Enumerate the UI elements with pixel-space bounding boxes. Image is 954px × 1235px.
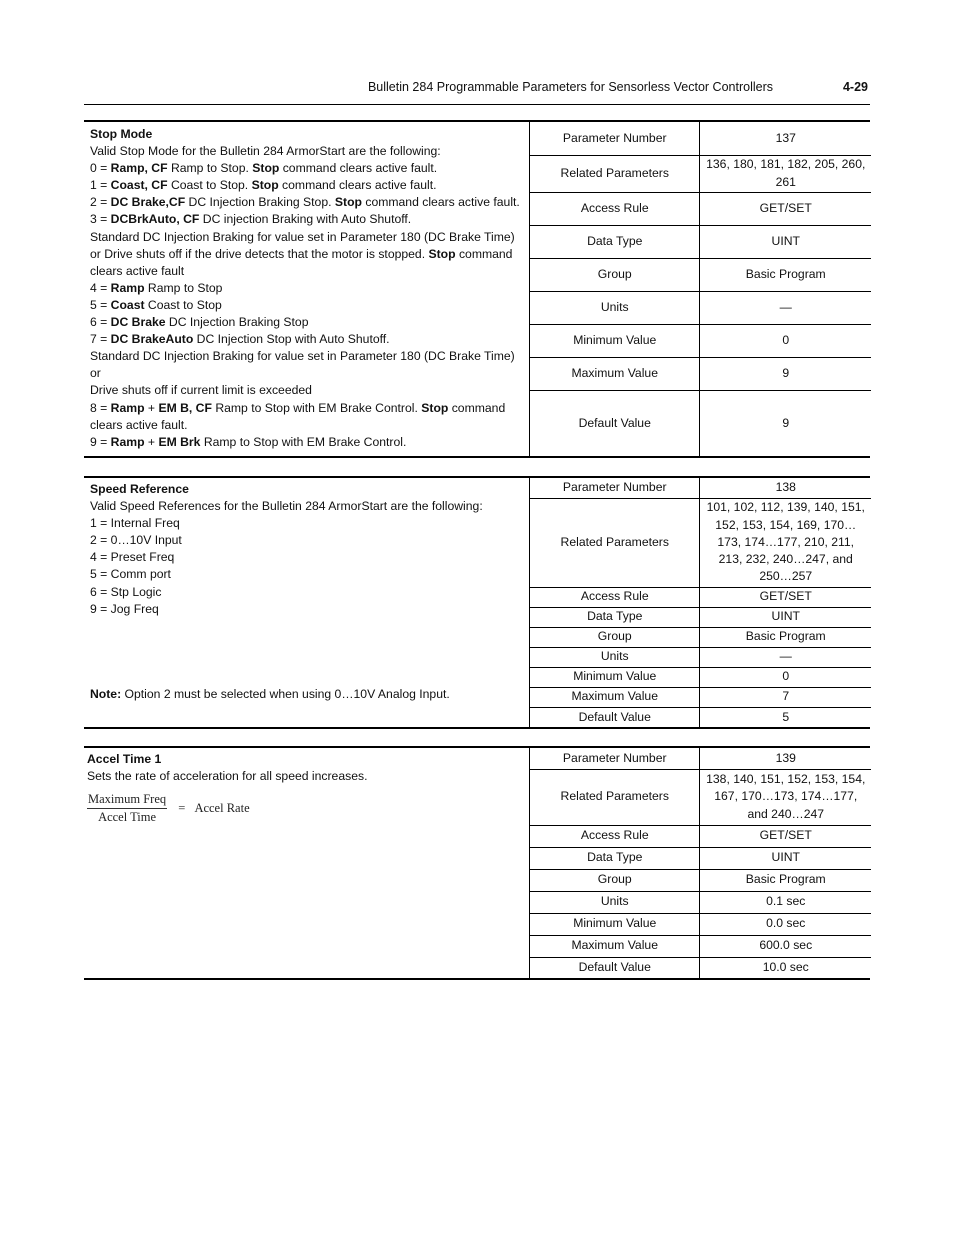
param-value: 138, 140, 151, 152, 153, 154, 167, 170…173, 174…177, and 240…247 [700, 769, 871, 825]
note-label: Note: [90, 687, 122, 701]
speed-reference-note [90, 687, 450, 701]
param-label: Units [530, 647, 700, 667]
param-row-min [530, 913, 871, 935]
bold-term: DC BrakeAuto [110, 332, 194, 347]
stop-mode-line [90, 382, 526, 399]
bold-term: Coast, CF [110, 178, 168, 193]
param-value: UINT [700, 847, 871, 869]
param-label: Units [530, 891, 700, 913]
param-label: Minimum Value [530, 667, 700, 687]
param-row-units [530, 647, 871, 667]
accel-time-title: Accel Time 1 [87, 752, 162, 766]
param-row-min [530, 324, 871, 357]
param-row-default [530, 957, 871, 978]
param-value: — [700, 647, 871, 667]
param-label: Data Type [530, 607, 700, 627]
param-row-number [530, 478, 871, 498]
param-row-max [530, 687, 871, 707]
accel-time-block [84, 746, 870, 980]
speed-reference-param-table [529, 478, 871, 727]
formula-equals: = [178, 801, 186, 815]
param-label: Access Rule [530, 192, 700, 225]
stop-mode-line [90, 365, 526, 382]
param-row-group [530, 627, 871, 647]
param-label: Units [530, 291, 700, 324]
param-label: Access Rule [530, 587, 700, 607]
formula-fraction [87, 792, 167, 825]
param-row-access [530, 192, 871, 225]
param-label: Data Type [530, 847, 700, 869]
param-label: Group [530, 258, 700, 291]
formula-denominator: Accel Time [98, 810, 157, 824]
param-value: 0 [700, 667, 871, 687]
param-row-units [530, 891, 871, 913]
bold-term: Stop [251, 178, 279, 193]
param-label: Parameter Number [530, 122, 700, 155]
text-run: DC injection Braking with Auto Shutoff. [199, 212, 412, 227]
text-run: Ramp to Stop. [167, 161, 253, 176]
param-value: 600.0 sec [700, 935, 871, 957]
text-run: 5 = [90, 297, 111, 312]
text-run: 6 = [90, 315, 111, 330]
param-label: Data Type [530, 225, 700, 258]
param-label: Default Value [530, 707, 700, 727]
bold-term: DCBrkAuto, CF [110, 212, 200, 227]
accel-time-description [87, 751, 523, 785]
param-value: 5 [782, 709, 790, 724]
stop-mode-title: Stop Mode [90, 127, 153, 141]
param-row-type [530, 225, 871, 258]
speed-reference-line: Valid Speed References for the Bulletin 284 ArmorStart are the following: [90, 499, 483, 514]
speed-reference-line: 5 = Comm port [90, 567, 171, 582]
stop-mode-line [90, 331, 526, 348]
param-value: 137 [700, 122, 871, 155]
stop-mode-line [90, 400, 526, 434]
param-row-number [530, 122, 871, 155]
stop-mode-line [90, 314, 526, 331]
param-value: Basic Program [700, 869, 871, 891]
param-label: Maximum Value [530, 935, 700, 957]
param-label: Related Parameters [530, 498, 700, 587]
param-label: Parameter Number [530, 748, 700, 769]
param-label: Minimum Value [530, 324, 700, 357]
text-run: + [144, 400, 159, 415]
param-value: GET/SET [700, 825, 871, 847]
text-run: Standard DC Injection Braking for value set in Parameter 180 (DC Brake Time) or Drive shuts off if the drive detects that the motor is stopped. [90, 229, 515, 261]
bold-term: Ramp [110, 400, 145, 415]
param-value: 101, 102, 112, 139, 140, 151, 152, 153, 154, 169, 170…173, 174…177, 210, 211, 213, 232, 240…247, and 250…257 [700, 498, 871, 587]
param-label: Related Parameters [530, 155, 700, 192]
param-row-type [530, 607, 871, 627]
bold-term: Ramp [110, 280, 145, 295]
param-value: UINT [700, 225, 871, 258]
text-run: 9 = [90, 434, 111, 449]
param-label: Minimum Value [530, 913, 700, 935]
param-row-number [530, 748, 871, 769]
param-row-type [530, 847, 871, 869]
param-value: 138 [700, 478, 871, 498]
param-row-max [530, 935, 871, 957]
text-run: 8 = [90, 400, 111, 415]
accel-time-line: Sets the rate of acceleration for all speed increases. [87, 769, 368, 784]
text-run: 2 = [90, 195, 111, 210]
stop-mode-line [90, 280, 526, 297]
stop-mode-line [90, 297, 526, 314]
param-label: Related Parameters [530, 769, 700, 825]
param-label: Default Value [530, 957, 700, 978]
text-run: command clears active fault. [279, 161, 438, 176]
stop-mode-description [90, 126, 526, 451]
param-value: 9 [782, 415, 790, 430]
param-label: Group [530, 869, 700, 891]
param-row-group [530, 869, 871, 891]
text-run: DC Injection Braking Stop [165, 315, 309, 330]
bold-term: Coast [110, 297, 145, 312]
header-rule [84, 104, 870, 105]
param-label: Group [530, 627, 700, 647]
param-value: GET/SET [700, 192, 871, 225]
param-row-related [530, 769, 871, 825]
param-label: Maximum Value [530, 687, 700, 707]
stop-mode-line [90, 211, 526, 228]
param-value: 10.0 sec [762, 960, 809, 975]
speed-reference-line: 1 = Internal Freq [90, 516, 180, 531]
param-row-max [530, 357, 871, 390]
stop-mode-block [84, 120, 870, 458]
param-value: — [700, 291, 871, 324]
text-run: 4 = [90, 280, 111, 295]
param-value: 7 [700, 687, 871, 707]
param-label: Maximum Value [530, 357, 700, 390]
text-run: + [144, 434, 159, 449]
page-number: 4-29 [842, 80, 868, 94]
param-value: Basic Program [700, 258, 871, 291]
stop-mode-line [90, 434, 526, 451]
formula-numerator: Maximum Freq [87, 792, 167, 809]
speed-reference-line: 9 = Jog Freq [90, 601, 159, 616]
stop-mode-line [90, 348, 526, 365]
accel-time-param-table [529, 748, 871, 978]
param-value: 9 [700, 357, 871, 390]
text-run: Drive shuts off if current limit is exceeded [90, 383, 312, 398]
stop-mode-line [90, 160, 526, 177]
text-run: 3 = [90, 212, 111, 227]
text-run: Ramp to Stop [144, 280, 223, 295]
param-label: Default Value [530, 390, 700, 456]
bold-term: Ramp, CF [110, 161, 168, 176]
param-row-default [530, 390, 871, 456]
param-row-access [530, 825, 871, 847]
param-value: GET/SET [700, 587, 871, 607]
text-run: DC Injection Stop with Auto Shutoff. [193, 332, 390, 347]
param-row-related [530, 498, 871, 587]
text-run: command clears active fault [90, 246, 513, 278]
formula-result: Accel Rate [194, 801, 250, 815]
param-value: 136, 180, 181, 182, 205, 260, 261 [700, 155, 871, 192]
note-text: Option 2 must be selected when using 0…10V Analog Input. [121, 687, 450, 701]
param-row-units [530, 291, 871, 324]
header-title: Bulletin 284 Programmable Parameters for Sensorless Vector Controllers [367, 80, 773, 94]
speed-reference-title: Speed Reference [90, 482, 189, 496]
param-row-min [530, 667, 871, 687]
page-header [0, 80, 954, 100]
text-run: 0 = [90, 161, 111, 176]
text-run: DC Injection Braking Stop. [185, 195, 335, 210]
bold-term: EM Brk [158, 434, 201, 449]
param-row-default [530, 707, 871, 727]
param-value: 0.1 sec [700, 891, 871, 913]
param-value: 139 [700, 748, 871, 769]
stop-mode-line [90, 229, 526, 280]
text-run: command clears active fault. [361, 195, 520, 210]
param-label: Parameter Number [530, 478, 700, 498]
speed-reference-line: 2 = 0…10V Input [90, 533, 182, 548]
param-label: Access Rule [530, 825, 700, 847]
accel-rate-formula [87, 792, 250, 825]
speed-reference-description [90, 481, 526, 618]
param-value: Basic Program [700, 627, 871, 647]
speed-reference-block [84, 476, 870, 729]
bold-term: Stop [252, 161, 280, 176]
text-run: Ramp to Stop with EM Brake Control. [211, 400, 422, 415]
stop-mode-line [90, 143, 526, 160]
param-row-related [530, 155, 871, 192]
text-run: Ramp to Stop with EM Brake Control. [200, 434, 407, 449]
text-run: 1 = [90, 178, 111, 193]
speed-reference-line: 4 = Preset Freq [90, 550, 175, 565]
param-row-group [530, 258, 871, 291]
stop-mode-line [90, 194, 526, 211]
text-run: command clears active fault. [90, 400, 506, 432]
bold-term: DC Brake,CF [110, 195, 186, 210]
text-run: Coast to Stop [144, 297, 222, 312]
stop-mode-line [90, 177, 526, 194]
text-run: command clears active fault. [278, 178, 437, 193]
text-run: Coast to Stop. [167, 178, 252, 193]
text-run: or [90, 366, 101, 381]
bold-term: Ramp [110, 434, 145, 449]
bold-term: DC Brake [110, 315, 166, 330]
speed-reference-line: 6 = Stp Logic [90, 584, 162, 599]
bold-term: Stop [428, 246, 456, 261]
bold-term: EM B, CF [158, 400, 212, 415]
text-run: Valid Stop Mode for the Bulletin 284 ArmorStart are the following: [90, 144, 441, 159]
param-value: 0.0 sec [700, 913, 871, 935]
param-value: 0 [700, 324, 871, 357]
bold-term: Stop [421, 400, 449, 415]
bold-term: Stop [334, 195, 362, 210]
text-run: 7 = [90, 332, 111, 347]
param-value: UINT [700, 607, 871, 627]
param-row-access [530, 587, 871, 607]
text-run: Standard DC Injection Braking for value set in Parameter 180 (DC Brake Time) [90, 349, 515, 364]
stop-mode-param-table [529, 122, 871, 456]
stop-mode-lines [90, 143, 526, 451]
